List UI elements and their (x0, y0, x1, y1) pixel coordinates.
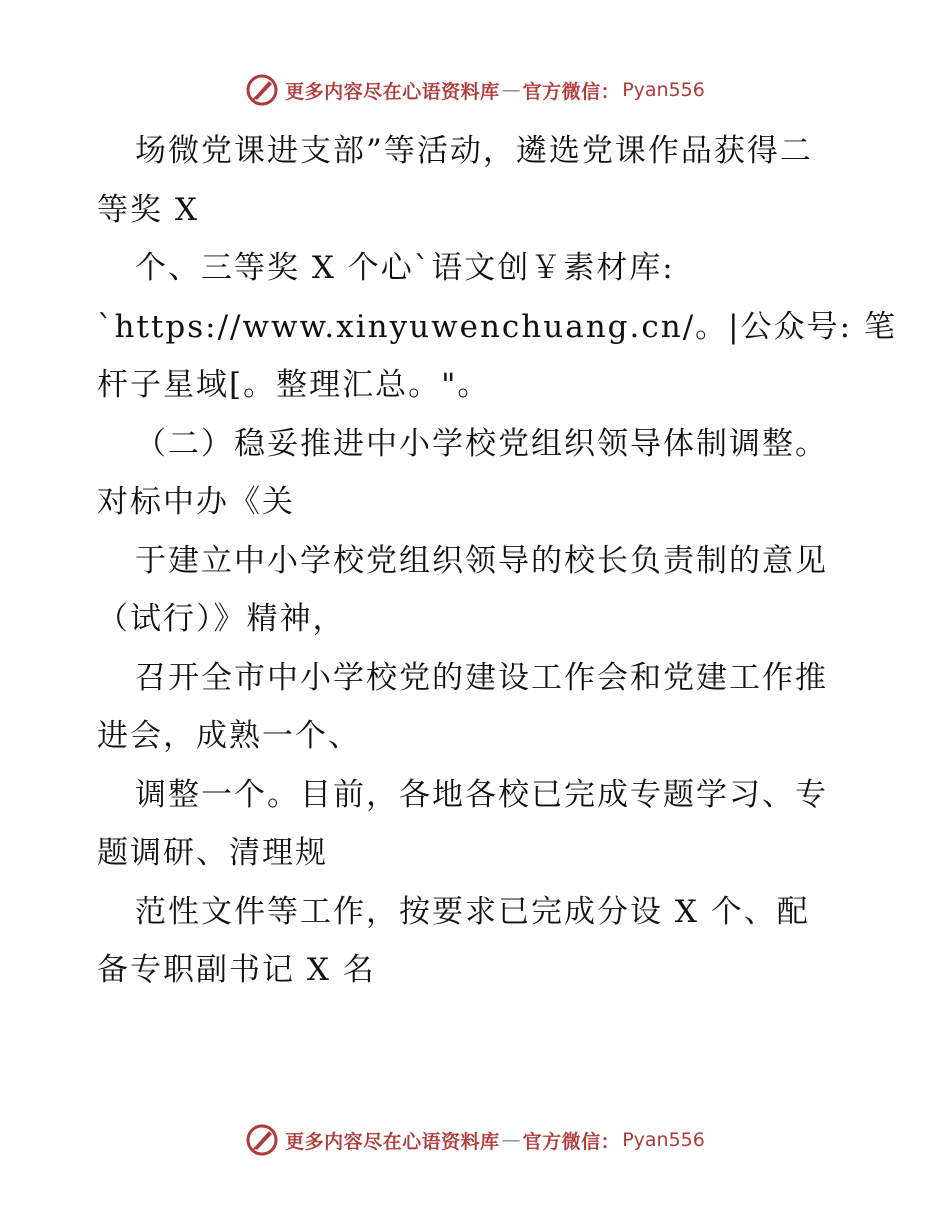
header-contact-text: 官方微信： (522, 80, 621, 103)
footer-separator: — (501, 1129, 521, 1151)
body-line: 备专职副书记 X 名 (97, 952, 376, 988)
header-banner (0, 70, 950, 110)
document-body (97, 122, 897, 1000)
footer-contact-text: 官方微信： (522, 1130, 621, 1153)
header-site-text: 更多内容尽在心语资料库 (285, 80, 500, 103)
body-line: 杆子星域[。整理汇总。"。 (97, 367, 491, 403)
body-line: `https://www.xinyuwenchuang.cn/。|公众号: 笔 (97, 308, 897, 345)
body-line: 调整一个。目前，各地各校已完成专题学习、专 (135, 776, 828, 813)
body-line: 进会，成熟一个、 (97, 718, 361, 754)
body-line: 场微党课进支部”等活动，遴选党课作品获得二 (135, 133, 813, 169)
header-separator: — (501, 79, 521, 101)
footer-contact-id: Pyan556 (622, 1129, 705, 1151)
body-line: （二）稳妥推进中小学校党组织领导体制调整。 (135, 425, 828, 462)
body-line: （试行）》精神， (97, 601, 346, 637)
footer-site-text: 更多内容尽在心语资料库 (285, 1130, 500, 1153)
quill-logo-icon (245, 73, 279, 107)
quill-logo-icon (245, 1123, 279, 1157)
footer-banner (0, 1120, 950, 1160)
body-line: 个、三等奖 X 个心`语文创￥素材库: (135, 250, 675, 286)
header-contact-id: Pyan556 (622, 79, 705, 101)
body-line: 等奖 X (97, 191, 199, 228)
body-line: 范性文件等工作，按要求已完成分设 X 个、配 (135, 893, 810, 930)
body-line: 对标中办《关 (97, 484, 295, 520)
body-line: 题调研、清理规 (97, 835, 328, 871)
body-line: 召开全市中小学校党的建设工作会和党建工作推 (135, 659, 828, 696)
body-line: 于建立中小学校党组织领导的校长负责制的意见 (135, 542, 828, 579)
